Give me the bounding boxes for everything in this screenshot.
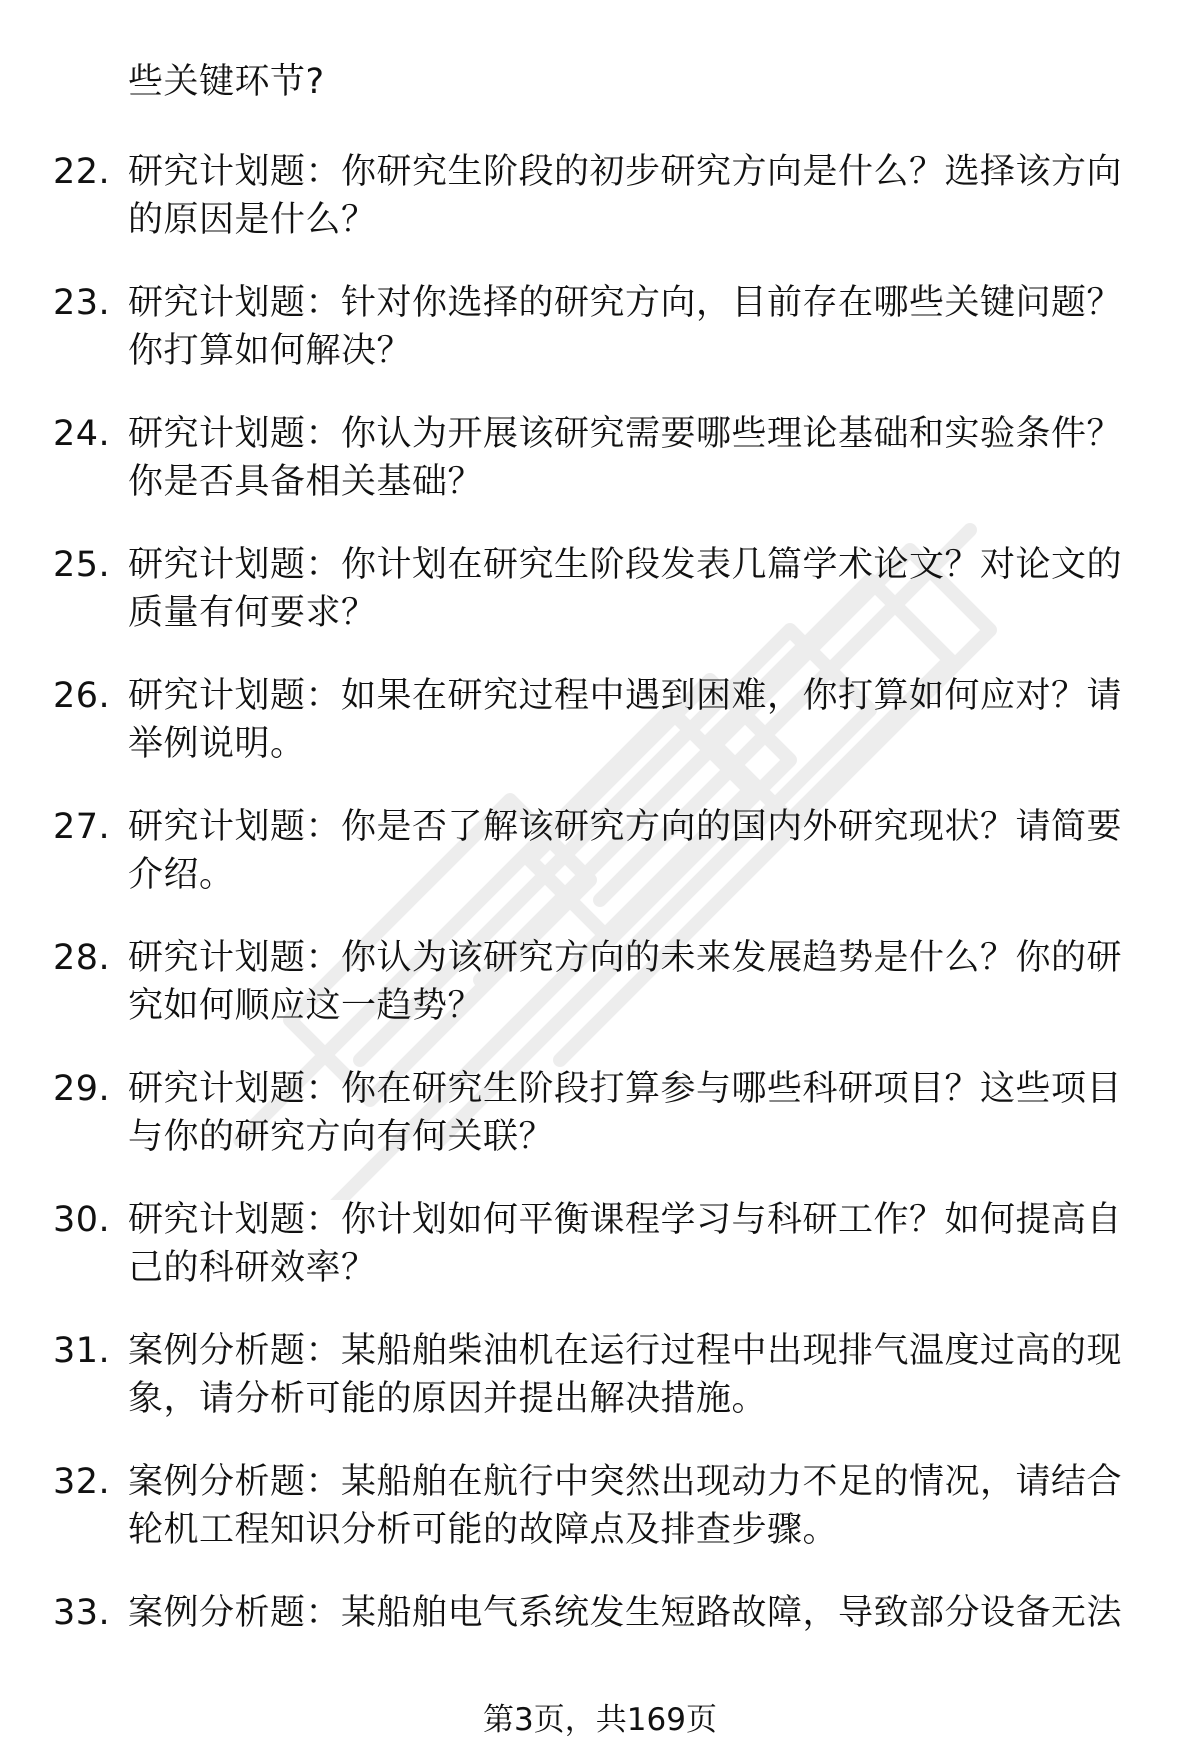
list-item bbox=[0, 1458, 1200, 1589]
list-item bbox=[0, 803, 1200, 934]
item-text: 研究计划题：你在研究生阶段打算参与哪些科研项目？这些项目与你的研究方向有何关联？ bbox=[128, 1069, 1123, 1157]
list-item bbox=[0, 1196, 1200, 1327]
item-text: 案例分析题：某船舶在航行中突然出现动力不足的情况，请结合轮机工程知识分析可能的故障点及排查步骤。 bbox=[128, 1462, 1123, 1550]
question-list bbox=[0, 148, 1200, 1720]
list-item bbox=[0, 934, 1200, 1065]
item-number: 31. bbox=[53, 1331, 111, 1371]
item-text: 研究计划题：针对你选择的研究方向，目前存在哪些关键问题？你打算如何解决？ bbox=[128, 283, 1123, 371]
item-text: 研究计划题：你认为开展该研究需要哪些理论基础和实验条件？你是否具备相关基础？ bbox=[128, 414, 1123, 502]
list-item bbox=[0, 672, 1200, 803]
list-item bbox=[0, 148, 1200, 279]
item-text: 研究计划题：你计划如何平衡课程学习与科研工作？如何提高自己的科研效率？ bbox=[128, 1200, 1123, 1288]
item-text: 研究计划题：你认为该研究方向的未来发展趋势是什么？你的研究如何顺应这一趋势？ bbox=[128, 938, 1123, 1026]
item-text: 研究计划题：如果在研究过程中遇到困难，你打算如何应对？请举例说明。 bbox=[128, 676, 1123, 764]
list-item bbox=[0, 279, 1200, 410]
item-text: 案例分析题：某船舶电气系统发生短路故障，导致部分设备无法 bbox=[128, 1593, 1123, 1633]
item-text: 研究计划题：你是否了解该研究方向的国内外研究现状？请简要介绍。 bbox=[128, 807, 1123, 895]
item-number: 30. bbox=[53, 1200, 111, 1240]
continuation-text: 些关键环节? bbox=[128, 62, 325, 102]
item-text: 研究计划题：你研究生阶段的初步研究方向是什么？选择该方向的原因是什么？ bbox=[128, 152, 1123, 240]
item-number: 22. bbox=[53, 152, 111, 192]
list-item bbox=[0, 541, 1200, 672]
item-number: 25. bbox=[53, 545, 111, 585]
page-footer: 第3页，共169页 bbox=[483, 1702, 717, 1738]
list-item bbox=[0, 1327, 1200, 1458]
item-text: 案例分析题：某船舶柴油机在运行过程中出现排气温度过高的现象，请分析可能的原因并提出解决措施。 bbox=[128, 1331, 1123, 1419]
item-number: 24. bbox=[53, 414, 111, 454]
item-number: 32. bbox=[53, 1462, 111, 1502]
item-number: 29. bbox=[53, 1069, 111, 1109]
list-item bbox=[0, 1065, 1200, 1196]
item-number: 23. bbox=[53, 283, 111, 323]
item-text: 研究计划题：你计划在研究生阶段发表几篇学术论文？对论文的质量有何要求？ bbox=[128, 545, 1123, 633]
list-item bbox=[0, 410, 1200, 541]
item-number: 33. bbox=[53, 1593, 111, 1633]
item-number: 28. bbox=[53, 938, 111, 978]
item-number: 26. bbox=[53, 676, 111, 716]
item-number: 27. bbox=[53, 807, 111, 847]
